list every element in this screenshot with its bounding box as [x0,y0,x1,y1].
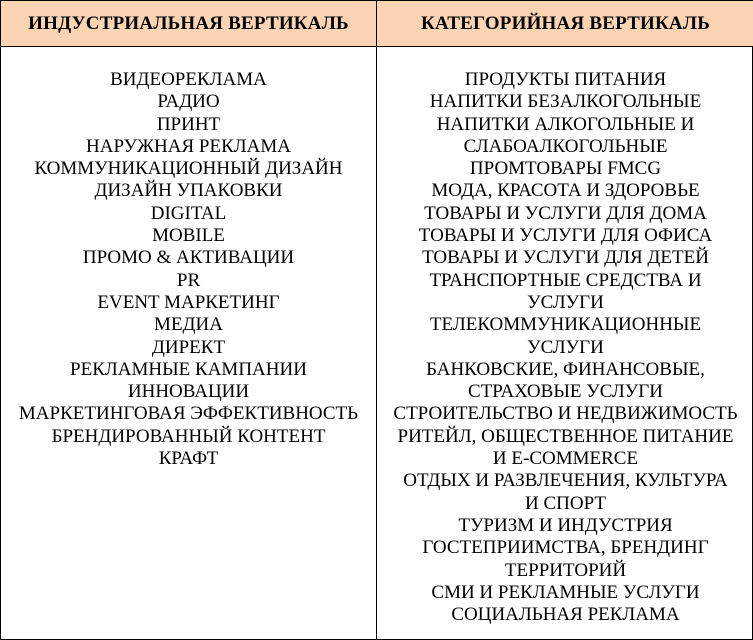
list-item: УСЛУГИ [527,336,604,358]
list-item: ТОВАРЫ И УСЛУГИ ДЛЯ ДЕТЕЙ [422,247,709,269]
list-item: ТУРИЗМ И ИНДУСТРИЯ [458,514,673,536]
list-item: ПРОМТОВАРЫ FMCG [469,158,662,180]
list-item: БРЕНДИРОВАННЫЙ КОНТЕНТ [51,425,326,447]
list-item: ВИДЕОРЕКЛАМА [110,69,267,90]
list-item: НАПИТКИ БЕЗАЛКОГОЛЬНЫЕ [429,91,702,113]
list-item: MOBILE [152,225,225,247]
list-item: СТРАХОВЫЕ УСЛУГИ [468,381,663,403]
category-vertical-list [377,47,753,639]
list-item: ТРАНСПОРТНЫЕ СРЕДСТВА И [429,269,702,291]
industrial-vertical-list [1,47,377,639]
list-item: ПРОМО & АКТИВАЦИИ [82,247,295,269]
list-item: СЛАБОАЛКОГОЛЬНЫЕ [463,135,668,157]
list-item: РАДИО [157,91,220,113]
list-item: МЕДИА [154,314,223,336]
list-item: ПРИНТ [156,113,221,135]
list-item: РИТЕЙЛ, ОБЩЕСТВЕННОЕ ПИТАНИЕ [397,425,734,447]
list-item: СОЦИАЛЬНАЯ РЕКЛАМА [451,604,680,626]
list-item: ТЕРРИТОРИЙ [504,559,627,581]
list-item: НАПИТКИ АЛКОГОЛЬНЫЕ И [436,113,695,135]
list-item: СМИ И РЕКЛАМНЫЕ УСЛУГИ [431,581,700,603]
list-item: СТРОИТЕЛЬСТВО И НЕДВИЖИМОСТЬ [393,403,738,425]
list-item: ДИЗАЙН УПАКОВКИ [94,180,283,202]
list-item: НАРУЖНАЯ РЕКЛАМА [86,135,291,157]
list-item: РЕКЛАМНЫЕ КАМПАНИИ [70,358,307,380]
list-item: КОММУНИКАЦИОННЫЙ ДИЗАЙН [34,158,343,180]
list-item: ПРОДУКТЫ ПИТАНИЯ [464,69,667,90]
list-item: МОДА, КРАСОТА И ЗДОРОВЬЕ [431,180,700,202]
header-industrial-vertical: ИНДУСТРИАЛЬНАЯ ВЕРТИКАЛЬ [1,1,377,47]
list-item: МАРКЕТИНГОВАЯ ЭФФЕКТИВНОСТЬ [18,403,359,425]
list-item: УСЛУГИ [527,291,604,313]
list-item: ИННОВАЦИИ [127,381,250,403]
list-item: И СПОРТ [525,492,606,514]
list-item: И E-COMMERCE [492,448,639,470]
list-item: PR [176,269,201,291]
list-item: ДИРЕКТ [151,336,226,358]
list-item: КРАФТ [158,448,219,470]
list-item: ГОСТЕПРИИМСТВА, БРЕНДИНГ [422,537,709,559]
list-item: БАНКОВСКИЕ, ФИНАНСОВЫЕ, [426,358,705,380]
header-category-vertical: КАТЕГОРИЙНАЯ ВЕРТИКАЛЬ [377,1,753,47]
list-item: ТОВАРЫ И УСЛУГИ ДЛЯ ДОМА [424,202,707,224]
list-item: DIGITAL [150,202,227,224]
list-item: ОТДЫХ И РАЗВЛЕЧЕНИЯ, КУЛЬТУРА [403,470,728,492]
list-item: ТЕЛЕКОММУНИКАЦИОННЫЕ [429,314,702,336]
list-item: ТОВАРЫ И УСЛУГИ ДЛЯ ОФИСА [418,225,713,247]
list-item: EVENT МАРКЕТИНГ [97,291,280,313]
